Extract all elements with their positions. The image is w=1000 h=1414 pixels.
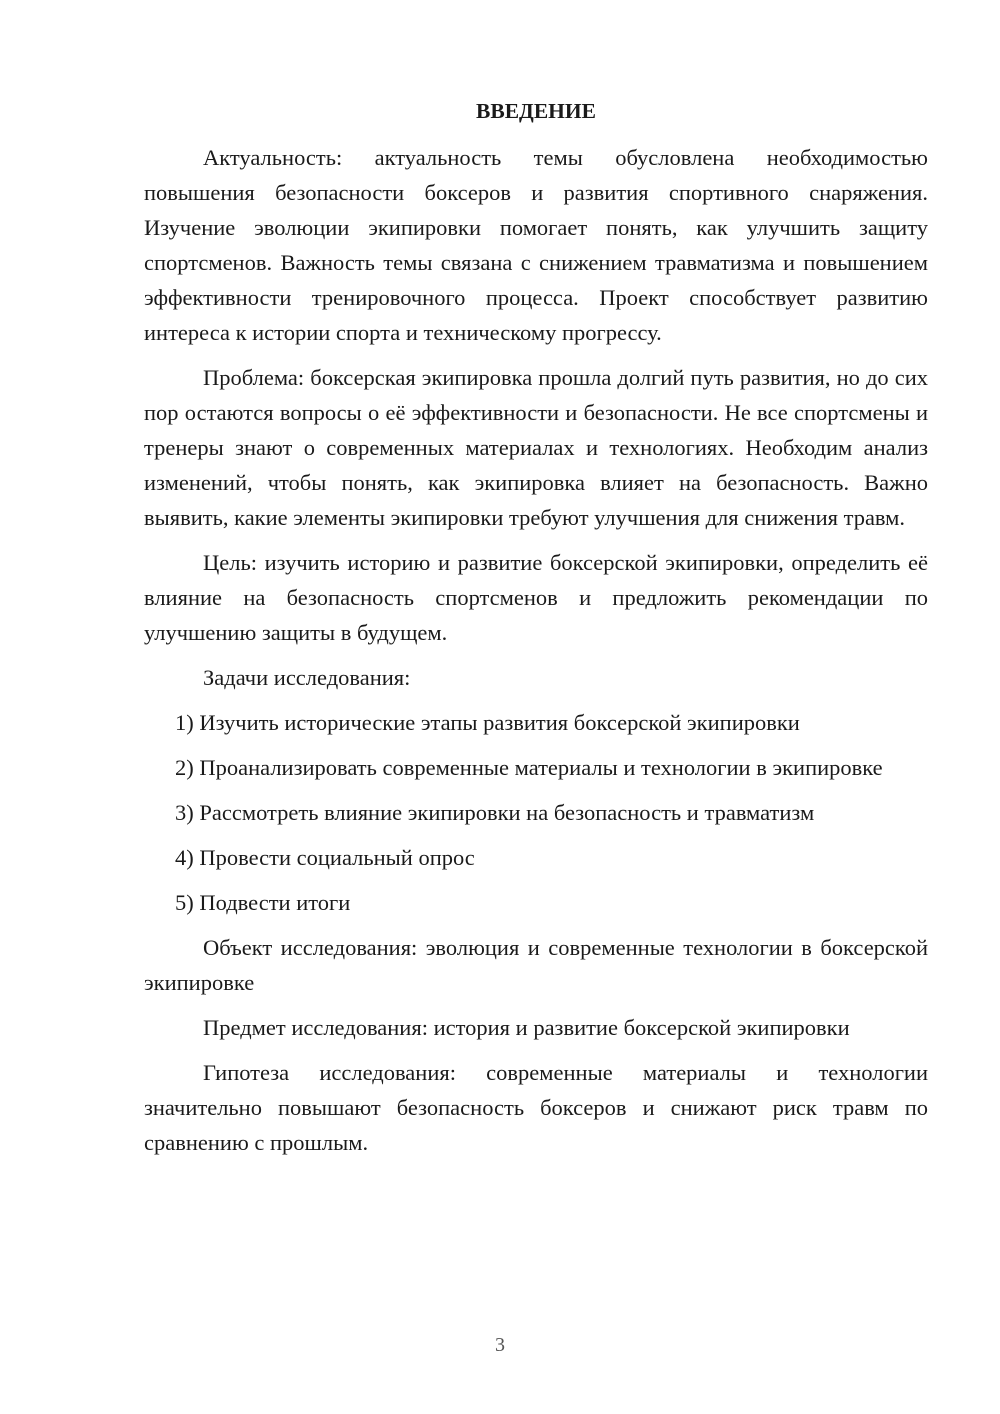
- tasks-title: Задачи исследования:: [203, 665, 411, 690]
- goal-paragraph: Цель: изучить историю и развитие боксерской экипировки, определить её влияние на безопасность спортсменов и предложить рекомендации по улучшению защиты в будущем.: [144, 550, 928, 645]
- task-item: 4) Провести социальный опрос: [175, 845, 475, 870]
- object-paragraph: Объект исследования: эволюция и современные технологии в боксерской экипировке: [144, 935, 928, 995]
- hypothesis-paragraph: Гипотеза исследования: современные материалы и технологии значительно повышают безопасность боксеров и снижают риск травм по сравнению с прошлым.: [144, 1060, 928, 1155]
- task-item: 1) Изучить исторические этапы развития боксерской экипировки: [175, 710, 800, 735]
- page-number: 3: [495, 1334, 505, 1356]
- relevance-paragraph: Актуальность: актуальность темы обусловлена необходимостью повышения безопасности боксеров и развития спортивного снаряжения. Изучение эволюции экипировки помогает понять, как улучшить защиту спортсменов. Важность темы связана с снижением травматизма и повышением эффективности тренировочного процесса. Проект способствует развитию интереса к истории спорта и техническому прогрессу.: [144, 145, 928, 345]
- task-item: 3) Рассмотреть влияние экипировки на безопасность и травматизм: [175, 800, 815, 825]
- subject-paragraph: Предмет исследования: история и развитие боксерской экипировки: [203, 1015, 850, 1040]
- task-item: 2) Проанализировать современные материалы и технологии в экипировке: [175, 755, 883, 780]
- document-page: [144, 94, 928, 1170]
- section-heading: ВВЕДЕНИЕ: [476, 99, 596, 123]
- problem-paragraph: Проблема: боксерская экипировка прошла долгий путь развития, но до сих пор остаются вопросы о её эффективности и безопасности. Не все спортсмены и тренеры знают о современных материалах и технологиях. Необходим анализ изменений, чтобы понять, как экипировка влияет на безопасность. Важно выявить, какие элементы экипировки требуют улучшения для снижения травм.: [144, 365, 928, 530]
- task-item: 5) Подвести итоги: [175, 890, 351, 915]
